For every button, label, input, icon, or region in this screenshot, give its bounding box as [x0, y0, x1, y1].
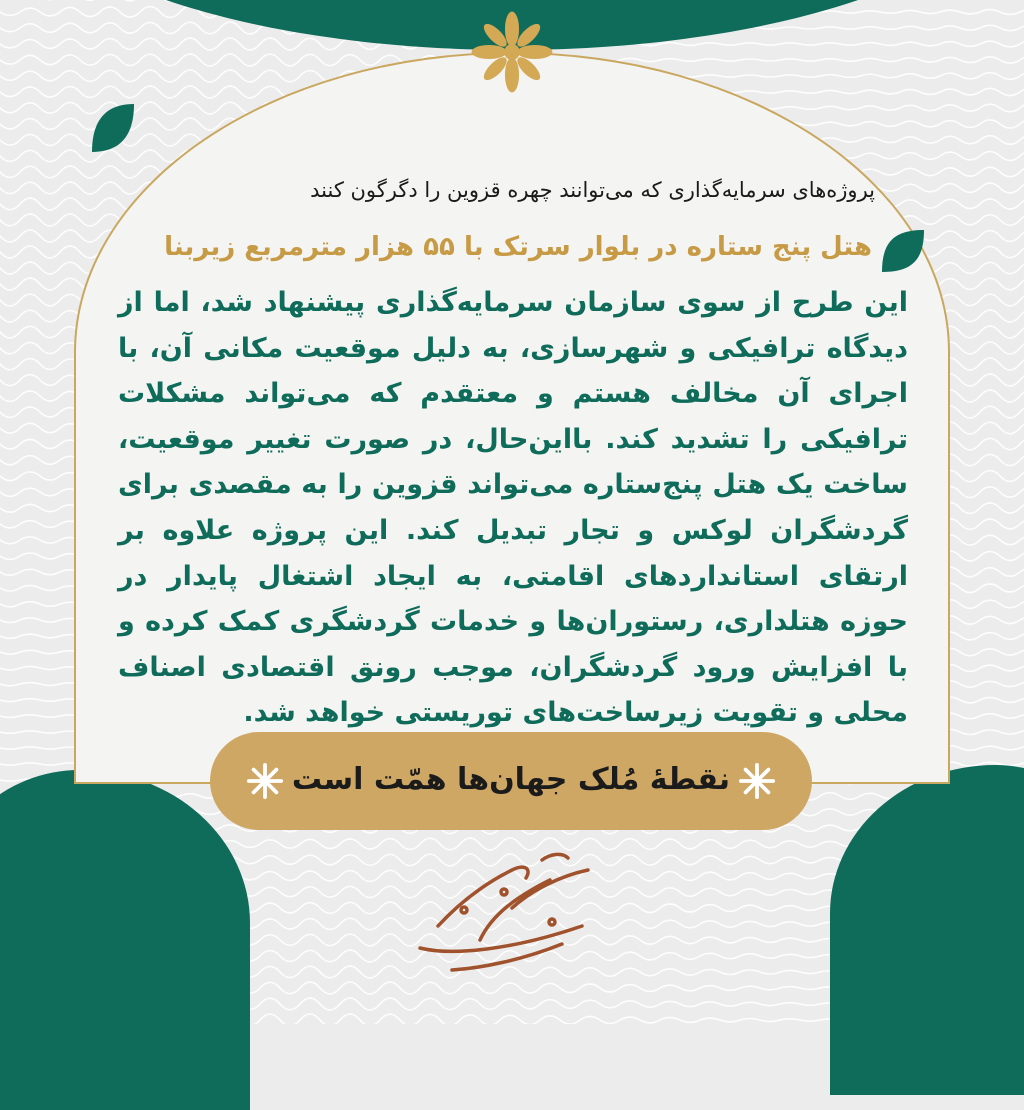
asterisk-star-icon	[246, 762, 284, 800]
leaf-icon	[88, 100, 138, 156]
slogan-text: نقطهٔ مُلک جهان‌ها همّت است	[291, 762, 731, 797]
signature-logo	[392, 830, 622, 1000]
body-paragraph: این طرح از سوی سازمان سرمایه‌گذاری پیشنهاد شد، اما از دیدگاه ترافیکی و شهرسازی، به دلیل موقعیت مکانی آن، با اجرای آن مخالف هستم و معتقدم که می‌تواند مشکلات ترافیکی را تشدید کند. بااین‌حال، در صورت تغییر موقعیت، ساخت یک هتل پنج‌ستاره می‌تواند قزوین را به مقصدی برای گردشگران لوکس و تجار تبدیل کند. این پروژه علاوه بر ارتقای استانداردهای اقامتی، به ایجاد اشتغال پایدار در حوزه هتلداری، رستوران‌ها و خدمات گردشگری کمک کرده و با افزایش ورود گردشگران، موجب رونق اقتصادی اصناف محلی و تقویت زیرساخت‌های توریستی خواهد شد.	[118, 287, 908, 729]
slogan-banner	[210, 732, 812, 830]
headline: پروژه‌های سرمایه‌گذاری که می‌توانند چهره قزوین را دگرگون کنند	[310, 178, 875, 202]
flower-icon	[468, 8, 556, 96]
subheadline: هتل پنج ستاره در بلوار سرتک با ۵۵ هزار مترمربع زیربنا	[164, 232, 872, 262]
leaf-bullet-icon	[878, 226, 928, 276]
asterisk-star-icon	[738, 762, 776, 800]
